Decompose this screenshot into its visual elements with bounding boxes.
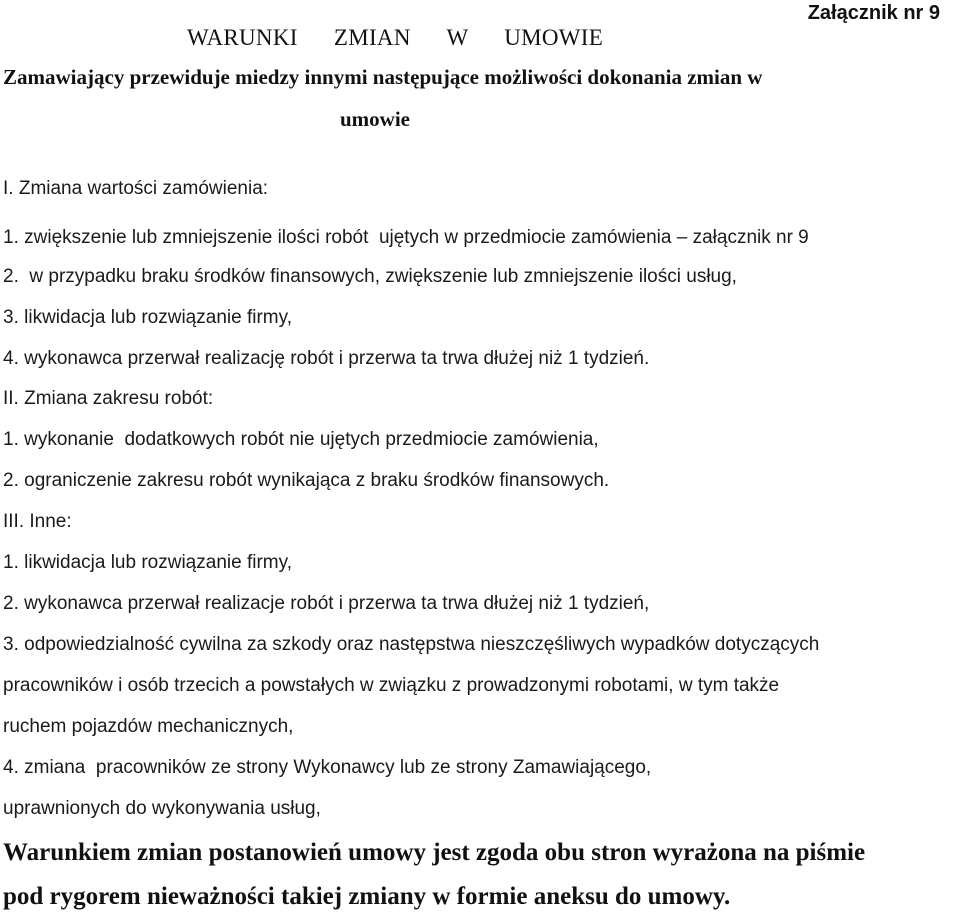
list-item: 1. likwidacja lub rozwiązanie firmy, [3, 552, 292, 573]
document-subtitle: Zamawiający przewiduje miedzy innymi następujące możliwości dokonania zmian w [3, 65, 763, 89]
section-heading-other: III. Inne: [3, 511, 72, 532]
list-item: 3. likwidacja lub rozwiązanie firmy, [3, 307, 292, 328]
closing-statement-continued: pod rygorem nieważności takiej zmiany w formie aneksu do umowy. [3, 883, 731, 910]
document-title: WARUNKI ZMIAN W UMOWIE [187, 25, 604, 50]
closing-statement: Warunkiem zmian postanowień umowy jest zgoda obu stron wyrażona na piśmie [3, 839, 866, 866]
list-item-continued: pracowników i osób trzecich a powstałych w związku z prowadzonymi robotami, w tym także [3, 675, 780, 696]
list-item: 1. wykonanie dodatkowych robót nie ujętych przedmiocie zamówienia, [3, 429, 599, 450]
list-item: 2. w przypadku braku środków finansowych, zwiększenie lub zmniejszenie ilości usług, [3, 266, 737, 287]
list-item: 3. odpowiedzialność cywilna za szkody oraz następstwa nieszczęśliwych wypadków dotyczących [3, 634, 820, 655]
list-item-continued: ruchem pojazdów mechanicznych, [3, 716, 294, 737]
list-item: 2. wykonawca przerwał realizacje robót i przerwa ta trwa dłużej niż 1 tydzień, [3, 593, 650, 614]
section-heading-value-change: I. Zmiana wartości zamówienia: [3, 178, 269, 199]
document-subtitle-continued: umowie [340, 107, 410, 131]
list-item-continued: uprawnionych do wykonywania usług, [3, 798, 321, 819]
list-item: 4. wykonawca przerwał realizację robót i przerwa ta trwa dłużej niż 1 tydzień. [3, 348, 650, 369]
list-item: 1. zwiększenie lub zmniejszenie ilości robót ujętych w przedmiocie zamówienia – załącznik nr 9 [3, 227, 809, 248]
section-heading-scope-change: II. Zmiana zakresu robót: [3, 388, 214, 409]
list-item: 2. ograniczenie zakresu robót wynikająca z braku środków finansowych. [3, 470, 610, 491]
annex-label: Załącznik nr 9 [807, 2, 940, 24]
list-item: 4. zmiana pracowników ze strony Wykonawcy lub ze strony Zamawiającego, [3, 757, 652, 778]
